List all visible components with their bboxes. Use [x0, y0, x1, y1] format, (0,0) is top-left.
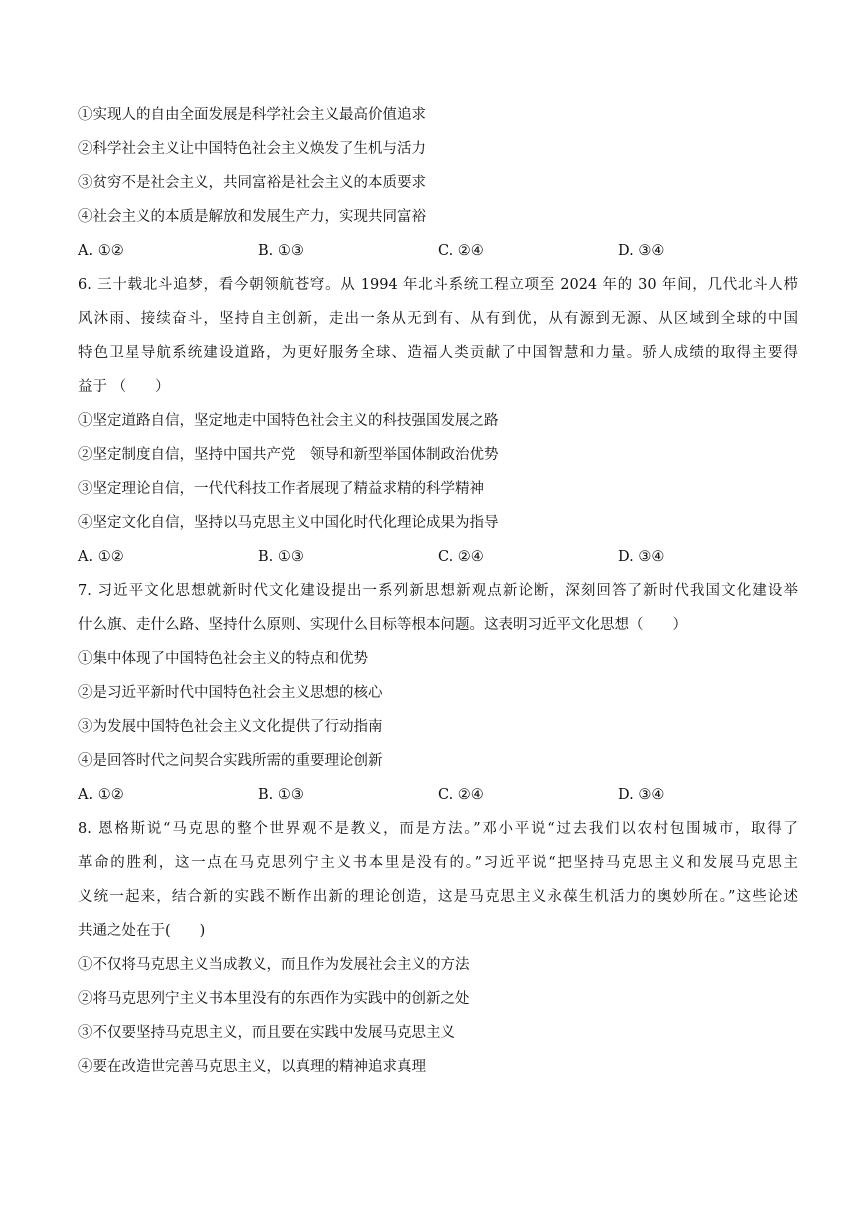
- q6-choice-3: ③坚定理论自信，一代代科技工作者展现了精益求精的科学精神: [78, 481, 484, 497]
- q6-choice-list: [78, 404, 798, 540]
- q7-option-c[interactable]: C. ②④: [438, 787, 484, 803]
- q7-stem-line-2: 什么旗、走什么路、坚持什么原则、实现什么目标等根本问题。这表明习近平文化思想（ ）: [78, 617, 687, 633]
- q7-stem: [78, 574, 798, 642]
- q5-choice-2: ②科学社会主义让中国特色社会主义焕发了生机与活力: [78, 141, 426, 157]
- q7-choice-3: ③为发展中国特色社会主义文化提供了行动指南: [78, 719, 383, 735]
- q6-choice-1: ①坚定道路自信，坚定地走中国特色社会主义的科技强国发展之路: [78, 413, 499, 429]
- q7-option-d[interactable]: D. ③④: [618, 787, 665, 803]
- q7-option-b[interactable]: B. ①③: [258, 787, 304, 803]
- q6-stem-line-2: 风沐雨、接续奋斗，坚持自主创新，走出一条从无到有、从有到优，从有源到无源、从区域到全球的中国: [78, 311, 798, 327]
- q8-stem-line-1: 8. 恩格斯说“马克思的整个世界观不是教义，而是方法。”邓小平说“过去我们以农村包围城市，取得了: [78, 821, 798, 837]
- q6-stem-line-4: 益于 （ ）: [78, 379, 170, 395]
- q8-stem-line-3: 义统一起来，结合新的实践不断作出新的理论创造，这是马克思主义永葆生机活力的奥妙所在。”这些论述: [78, 889, 798, 905]
- q6-stem-line-3: 特色卫星导航系统建设道路，为更好服务全球、造福人类贡献了中国智慧和力量。骄人成绩的取得主要得: [78, 345, 798, 361]
- q6-stem-line-1: 6. 三十载北斗追梦，看今朝领航苍穹。从 1994 年北斗系统工程立项至 2024 年的 30 年间，几代北斗人栉: [78, 277, 798, 293]
- q8-choice-3: ③不仅要坚持马克思主义，而且要在实践中发展马克思主义: [78, 1025, 455, 1041]
- q5-option-c[interactable]: C. ②④: [438, 243, 484, 259]
- q6-answer-options: [78, 540, 798, 574]
- q8-choice-4: ④要在改造世完善马克思主义，以真理的精神追求真理: [78, 1059, 426, 1075]
- q6-option-c[interactable]: C. ②④: [438, 549, 484, 565]
- q7-answer-options: [78, 778, 798, 812]
- q8-choice-1: ①不仅将马克思主义当成教义，而且作为发展社会主义的方法: [78, 957, 470, 973]
- q5-choice-1: ①实现人的自由全面发展是科学社会主义最高价值追求: [78, 107, 426, 123]
- q8-choice-list: [78, 948, 798, 1084]
- q8-stem: [78, 812, 798, 948]
- q5-option-d[interactable]: D. ③④: [618, 243, 665, 259]
- q5-choice-4: ④社会主义的本质是解放和发展生产力，实现共同富裕: [78, 209, 426, 225]
- q8-choice-2: ②将马克思列宁主义书本里没有的东西作为实践中的创新之处: [78, 991, 470, 1007]
- q7-stem-line-1: 7. 习近平文化思想就新时代文化建设提出一系列新思想新观点新论断，深刻回答了新时代我国文化建设举: [78, 583, 798, 599]
- q7-choice-4: ④是回答时代之问契合实践所需的重要理论创新: [78, 753, 383, 769]
- exam-page: [78, 98, 798, 1084]
- q5-choice-3: ③贫穷不是社会主义，共同富裕是社会主义的本质要求: [78, 175, 426, 191]
- q7-choice-1: ①集中体现了中国特色社会主义的特点和优势: [78, 651, 368, 667]
- q6-option-b[interactable]: B. ①③: [258, 549, 304, 565]
- q6-option-d[interactable]: D. ③④: [618, 549, 665, 565]
- q7-choice-list: [78, 642, 798, 778]
- q5-choice-list: [78, 98, 798, 234]
- q5-option-b[interactable]: B. ①③: [258, 243, 304, 259]
- q5-answer-options: [78, 234, 798, 268]
- q6-choice-2: ②坚定制度自信，坚持中国共产党 领导和新型举国体制政治优势: [78, 447, 499, 463]
- q6-choice-4: ④坚定文化自信，坚持以马克思主义中国化时代化理论成果为指导: [78, 515, 499, 531]
- q6-stem: [78, 268, 798, 404]
- q7-option-a[interactable]: A. ①②: [78, 787, 124, 803]
- q7-choice-2: ②是习近平新时代中国特色社会主义思想的核心: [78, 685, 383, 701]
- q5-option-a[interactable]: A. ①②: [78, 243, 124, 259]
- q8-stem-line-2: 革命的胜利，这一点在马克思列宁主义书本里是没有的。”习近平说“把坚持马克思主义和发展马克思主: [78, 855, 798, 871]
- q6-option-a[interactable]: A. ①②: [78, 549, 124, 565]
- q8-stem-line-4: 共通之处在于( ): [78, 923, 206, 939]
